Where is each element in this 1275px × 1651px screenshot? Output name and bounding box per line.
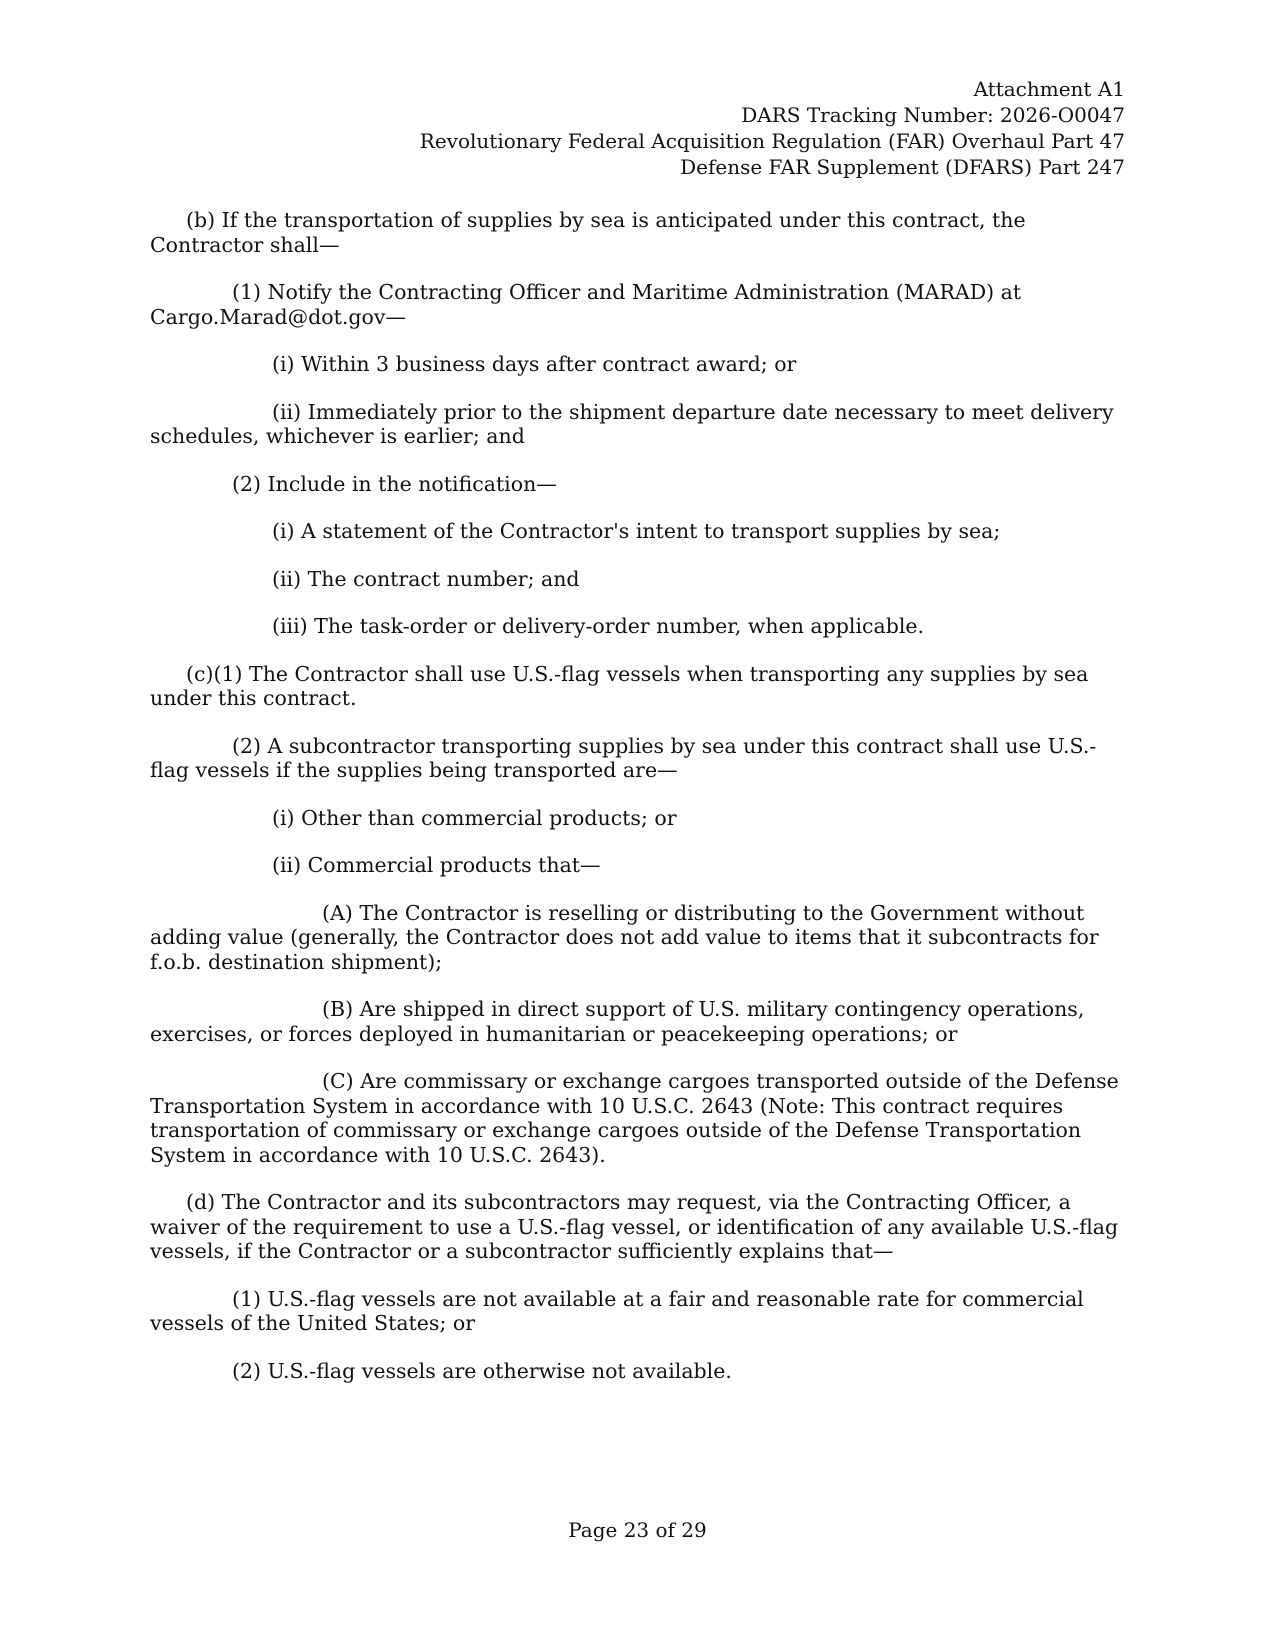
header-attachment: Attachment A1 xyxy=(973,77,1125,101)
paragraph-b-2-i: (i) A statement of the Contractor's intent to transport supplies by sea; xyxy=(272,519,1001,543)
paragraph-d: (d) The Contractor and its subcontractors may request, via the Contracting Officer, a waiver of the requirement to use a U.S.-flag vessel, or identification of any available U.S.-flag vessels, if the Contractor or a subcontractor sufficiently explains that— xyxy=(150,1190,1119,1263)
page-number: Page 23 of 29 xyxy=(568,1518,707,1542)
paragraph-c-2-ii: (ii) Commercial products that— xyxy=(272,853,601,877)
document-body xyxy=(150,208,1125,1406)
paragraph-b-2: (2) Include in the notification— xyxy=(232,471,557,496)
paragraph-b: (b) If the transportation of supplies by sea is anticipated under this contract, the Contractor shall— xyxy=(150,208,1026,257)
paragraph-c-2-ii-b: (B) Are shipped in direct support of U.S. military contingency operations, exercises, or forces deployed in humanitarian or peacekeeping operations; or xyxy=(150,997,1085,1046)
paragraph-b-2-ii: (ii) The contract number; and xyxy=(272,566,580,591)
paragraph-b-1: (1) Notify the Contracting Officer and Maritime Administration (MARAD) at Cargo.Marad@dot.gov— xyxy=(150,280,1022,329)
page-header xyxy=(420,76,1125,180)
header-tracking-number: DARS Tracking Number: 2026-O0047 xyxy=(741,103,1125,127)
paragraph-c-2-ii-a: (A) The Contractor is reselling or distributing to the Government without adding value (generally, the Contractor does not add value to items that it subcontracts for f.o.b. destination shipment); xyxy=(150,900,1099,974)
paragraph-b-1-i: (i) Within 3 business days after contract award; or xyxy=(272,352,797,376)
paragraph-d-1: (1) U.S.-flag vessels are not available at a fair and reasonable rate for commercial vessels of the United States; or xyxy=(150,1286,1084,1335)
paragraph-d-2: (2) U.S.-flag vessels are otherwise not available. xyxy=(232,1358,732,1383)
paragraph-c-1: (c)(1) The Contractor shall use U.S.-flag vessels when transporting any supplies by sea under this contract. xyxy=(150,661,1089,710)
header-dfars-part: Defense FAR Supplement (DFARS) Part 247 xyxy=(680,155,1125,179)
paragraph-c-2-i: (i) Other than commercial products; or xyxy=(272,805,677,830)
paragraph-b-2-iii: (iii) The task-order or delivery-order number, when applicable. xyxy=(272,614,925,638)
header-far-part: Revolutionary Federal Acquisition Regulation (FAR) Overhaul Part 47 xyxy=(419,129,1125,153)
paragraph-c-2-ii-c: (C) Are commissary or exchange cargoes transported outside of the Defense Transportation System in accordance with 10 U.S.C. 2643 (Note: This contract requires transportation of commissary or exchange cargoes outside of the Defense Transportation System in accordance with 10 U.S.C. 2643). xyxy=(150,1069,1119,1167)
paragraph-c-2: (2) A subcontractor transporting supplies by sea under this contract shall use U.S.-flag vessels if the supplies being transported are— xyxy=(150,733,1097,782)
paragraph-b-1-ii: (ii) Immediately prior to the shipment departure date necessary to meet delivery schedules, whichever is earlier; and xyxy=(150,399,1114,448)
